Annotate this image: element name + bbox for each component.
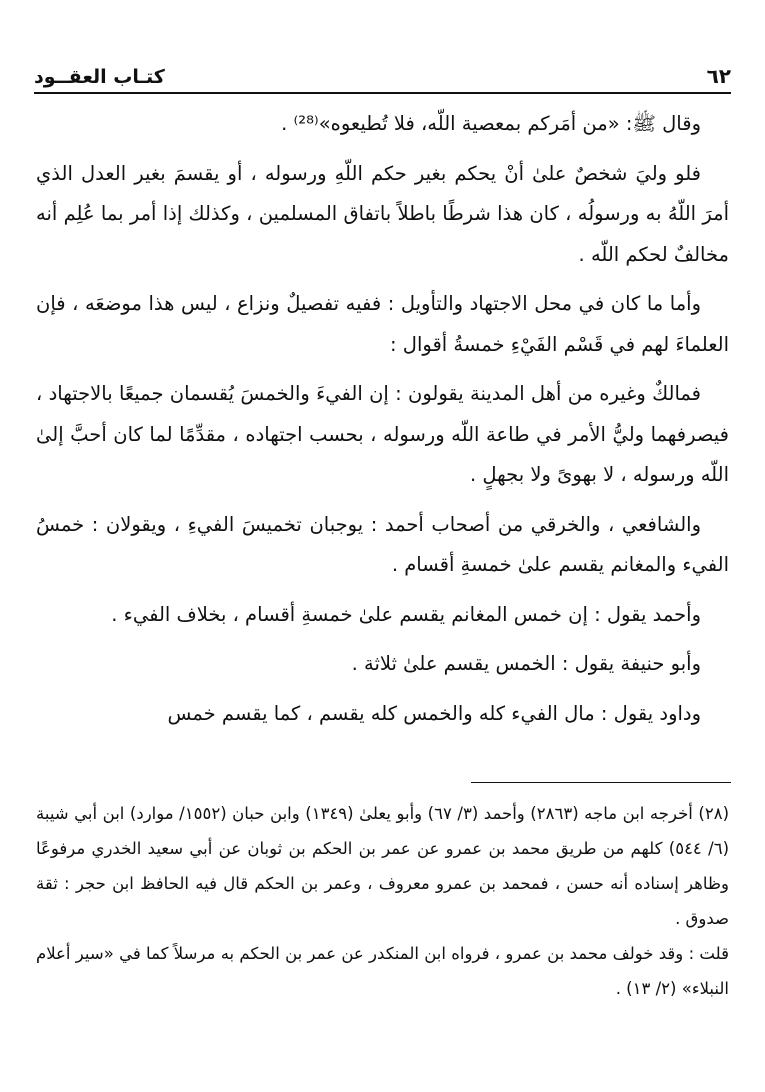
paragraph: فلو وليَ شخصٌ علىٰ أنْ يحكم بغير حكم اللّهِ ورسوله ، أو يقسمَ بغير العدل الذي أمرَ اللّهُ به ورسولُه ، كان هذا شرطًا باطلاً باتفاق المسلمين ، وكذلك إذا أمر بما عُلِم أنه مخالفٌ لحكم اللّه . xyxy=(36,161,729,266)
paragraph: وأحمد يقول : إن خمس المغانم يقسم علىٰ خمسةِ أقسام ، بخلاف الفيء . xyxy=(111,602,701,626)
footnote-comment: قلت : وقد خولف محمد بن عمرو ، فرواه ابن المنكدر عن عمر بن الحكم به مرسلاً كما في «سير أعلام النبلاء» (٢/ ١٣) . xyxy=(36,944,729,998)
footnote-separator xyxy=(471,782,731,783)
paragraph: فمالكٌ وغيره من أهل المدينة يقولون : إن الفيءَ والخمسَ يُقسمان جميعًا بالاجتهاد ، فيصرفهما وليُّ الأمر في طاعة اللّه ورسوله ، بحسب اجتهاده ، مقدِّمًا لما كان أحبَّ إلىٰ اللّه ورسوله ، لا بهوىً ولا بجهلٍ . xyxy=(36,382,729,486)
paragraph: وقال ﷺ: «من أمَركم بمعصية اللّه، فلا تُطيعوه»⁽²⁸⁾ . xyxy=(281,112,701,135)
footnote: (٢٨) أخرجه ابن ماجه (٢٨٦٣) وأحمد (٣/ ٦٧) وأبو يعلىٰ (١٣٤٩) وابن حبان (١٥٥٢/ موارد) ابن أبي شيبة (٦/ ٥٤٤) كلهم من طريق محمد بن عمرو عن عمر بن الحكم بن ثوبان عن أبي سعيد الخدري مرفوعًا وظاهر إسناده أنه حسن ، فمحمد بن عمرو معروف ، وعمر بن الحكم قال فيه الحافظ ابن حجر : ثقة صدوق . xyxy=(36,804,729,928)
paragraph: وداود يقول : مال الفيء كله والخمس كله يقسم ، كما يقسم خمس xyxy=(167,701,701,725)
main-text xyxy=(36,104,729,743)
book-title: كتـاب العقــود xyxy=(34,66,165,88)
paragraph: والشافعي ، والخرقي من أصحاب أحمد : يوجبان تخميسَ الفيءِ ، ويقولان : خمسُ الفيء والمغانم يقسم علىٰ خمسةِ أقسام . xyxy=(36,512,729,576)
page-number: ٦٢ xyxy=(706,64,731,88)
footnotes xyxy=(36,796,729,1006)
paragraph: وأما ما كان في محل الاجتهاد والتأويل : ففيه تفصيلٌ ونزاع ، ليس هذا موضعَه ، فإن العلماءَ لهم في قَسْم الفَيْءِ خمسةُ أقوال : xyxy=(36,292,729,356)
running-header xyxy=(34,62,731,94)
paragraph: وأبو حنيفة يقول : الخمس يقسم علىٰ ثلاثة . xyxy=(351,652,701,675)
